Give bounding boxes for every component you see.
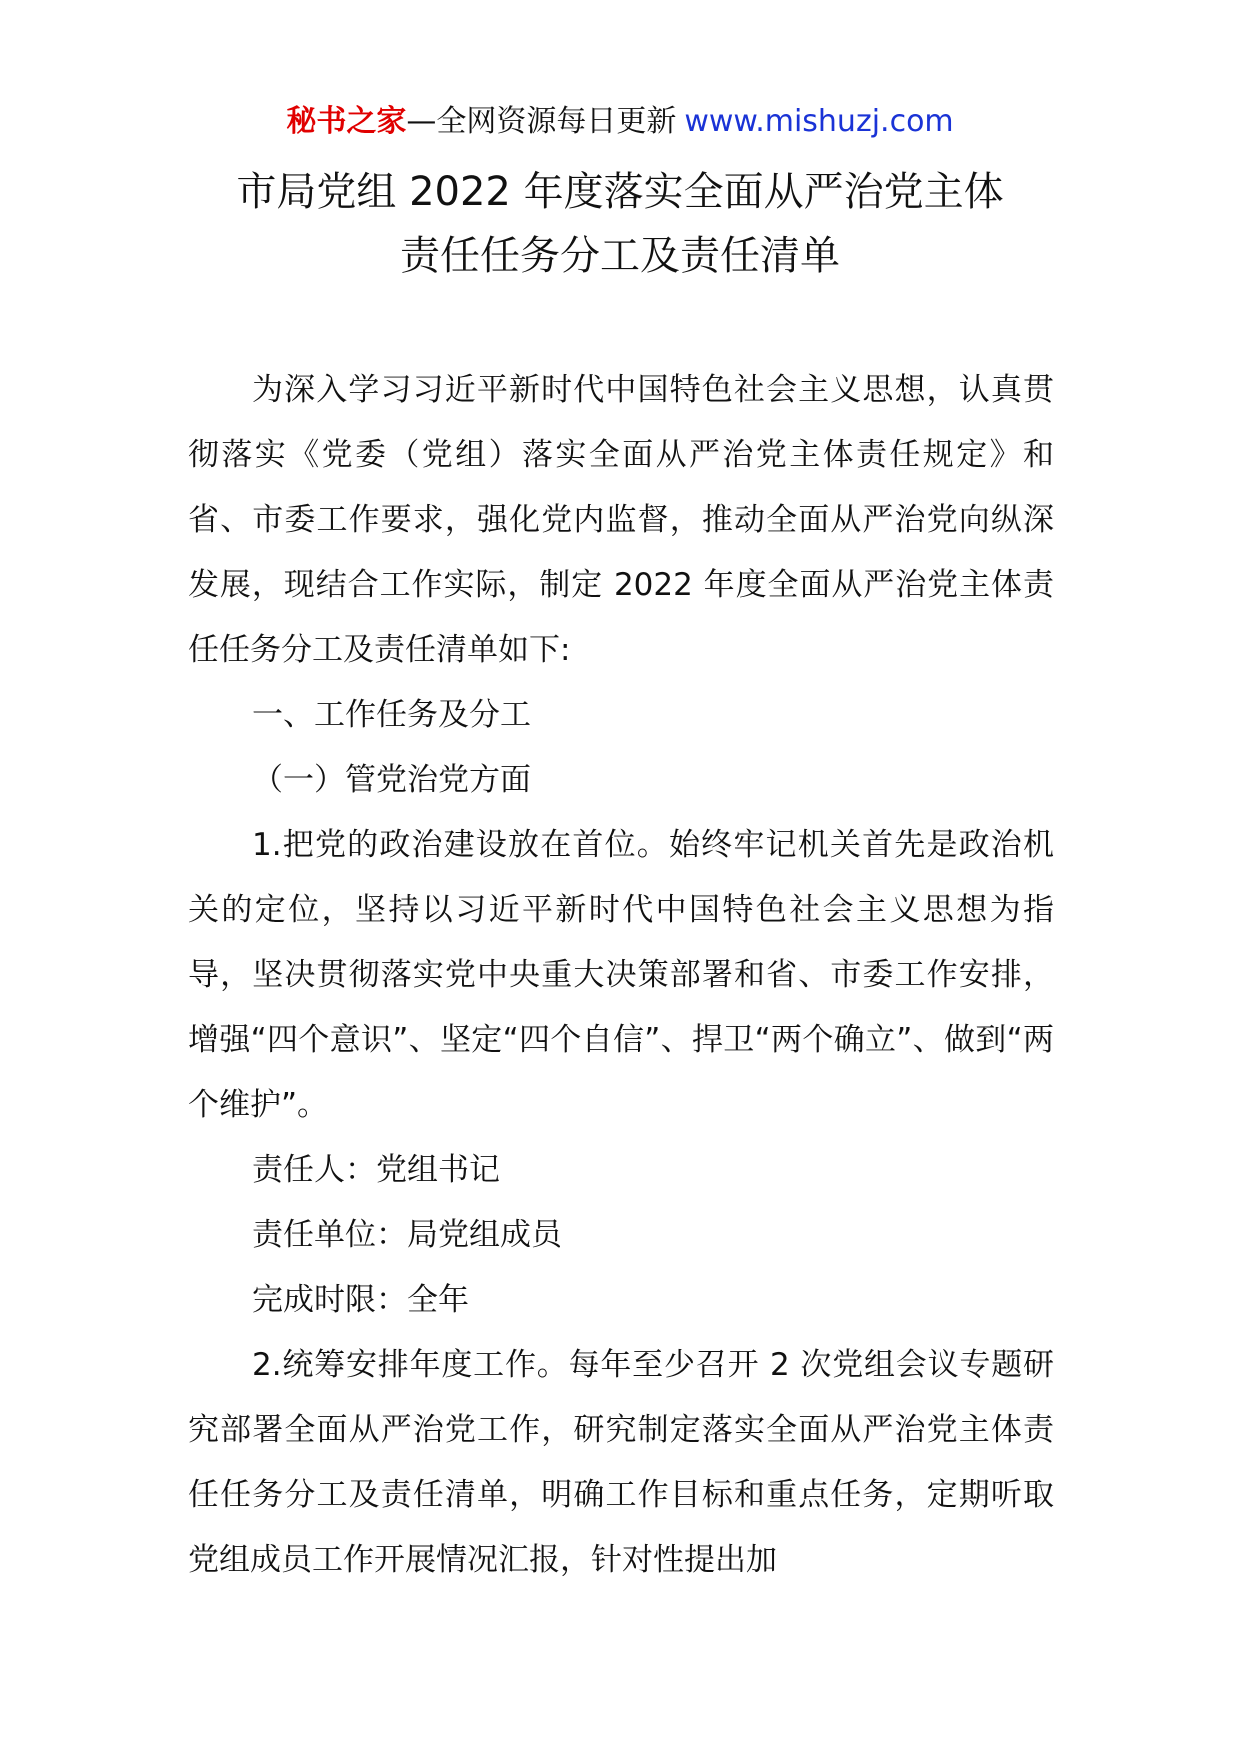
section-heading: 一、工作任务及分工 — [252, 697, 531, 733]
title-line-1: 市局党组 2022 年度落实全面从严治党主体 — [236, 169, 1004, 215]
item-1-deadline: 完成时限：全年 — [252, 1282, 469, 1318]
brand-name: 秘书之家 — [286, 104, 407, 139]
header-slogan: 全网资源每日更新 — [436, 104, 677, 139]
document-title — [0, 160, 1240, 288]
document-body — [188, 358, 1054, 1593]
item-1-responsible-person: 责任人：党组书记 — [252, 1152, 500, 1188]
header-dash: — — [406, 104, 437, 139]
intro-paragraph: 为深入学习习近平新时代中国特色社会主义思想，认真贯彻落实《党委（党组）落实全面从严治党主体责任规定》和省、市委工作要求，强化党内监督，推动全面从严治党向纵深发展，现结合工作实际，制定 2022 年度全面从严治党主体责任任务分工及责任清单如下: — [188, 372, 1054, 668]
item-2-paragraph: 2.统筹安排年度工作。每年至少召开 2 次党组会议专题研究部署全面从严治党工作，研究制定落实全面从严治党主体责任任务分工及责任清单，明确工作目标和重点任务，定期听取党组成员工作开展情况汇报，针对性提出加 — [188, 1347, 1054, 1578]
subsection-heading: （一）管党治党方面 — [252, 762, 531, 798]
watermark-header — [0, 100, 1240, 144]
header-url[interactable]: www.mishuzj.com — [684, 104, 954, 139]
title-line-2: 责任任务分工及责任清单 — [400, 233, 840, 279]
item-1-paragraph: 1.把党的政治建设放在首位。始终牢记机关首先是政治机关的定位，坚持以习近平新时代中国特色社会主义思想为指导，坚决贯彻落实党中央重大决策部署和省、市委工作安排，增强“四个意识”、坚定“四个自信”、捍卫“两个确立”、做到“两个维护”。 — [188, 827, 1054, 1123]
item-1-responsible-unit: 责任单位：局党组成员 — [252, 1217, 562, 1253]
